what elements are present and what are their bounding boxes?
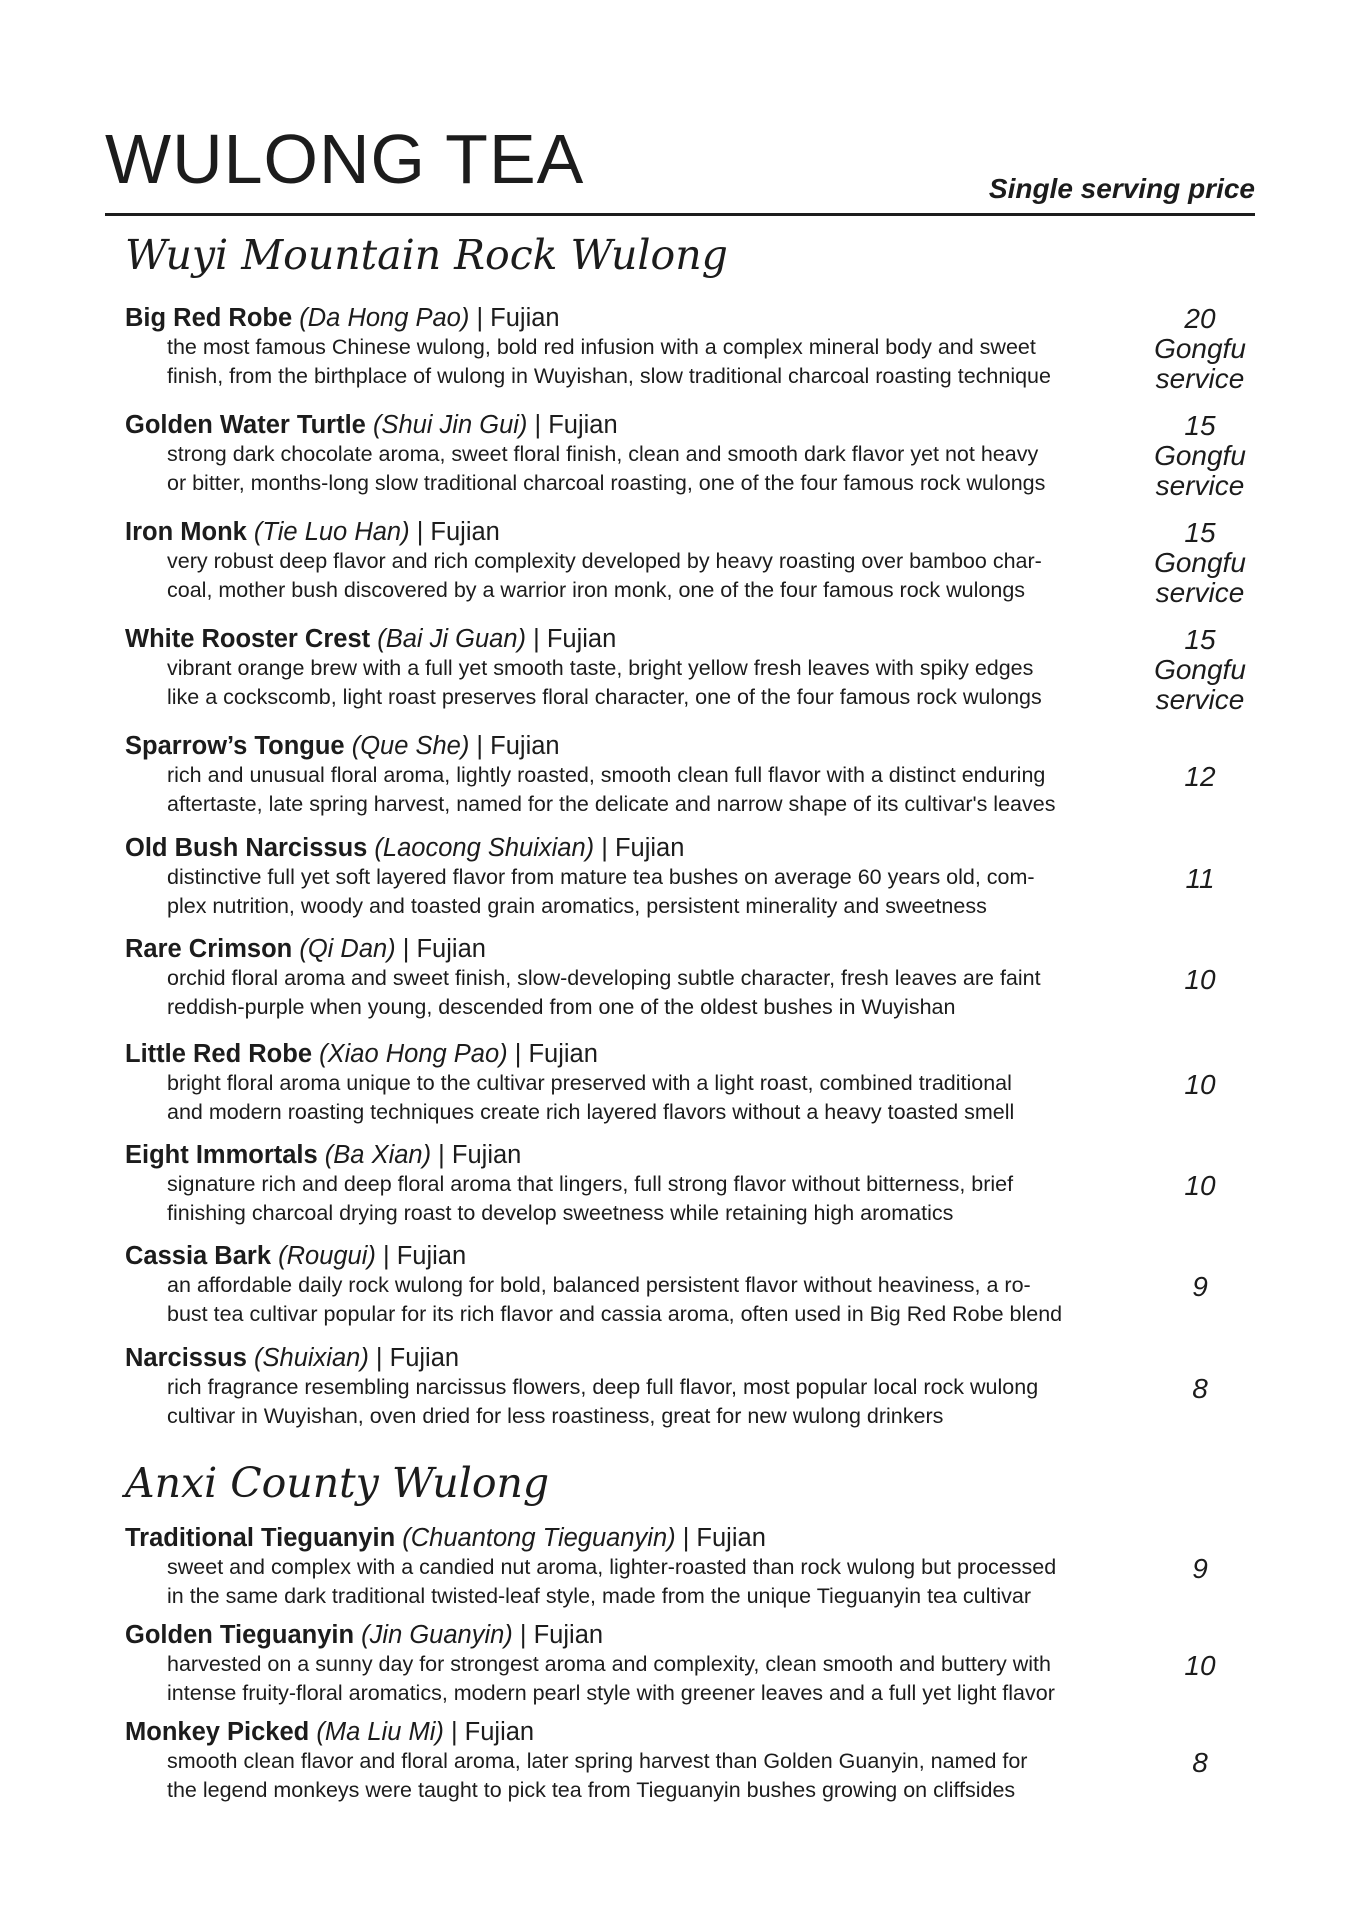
tea-region: Fujian [389,1344,460,1372]
menu-item-heading [125,1524,1255,1553]
tea-name: Iron Monk [125,518,247,546]
price-value: 15 [1184,624,1216,655]
tea-region: Fujian [430,518,500,546]
menu-item-heading [125,935,1255,964]
tea-description-line: intense fruity-floral aromatics, modern pearl style with greener leaves and a full yet light flavor [167,1681,1055,1705]
price-value: 9 [1192,1271,1208,1302]
tea-region: Fujian [464,1718,535,1746]
price-service-note: service [1155,684,1245,715]
menu-item-heading [125,1718,1255,1747]
tea-description-line: very robust deep flavor and rich complexity developed by heavy roasting over bamboo char- [167,549,1042,573]
price-column-note: Single serving price [988,173,1255,204]
tea-chinese-name: (Tie Luo Han) [253,518,410,546]
menu-item-heading [125,732,1255,761]
tea-chinese-name: (Shuixian) [254,1344,369,1372]
tea-chinese-name: (Shui Jin Gui) [372,411,528,439]
separator: | [368,1344,390,1372]
menu-item-heading [125,1621,1255,1650]
tea-price [1145,1070,1255,1100]
tea-region: Fujian [490,732,560,760]
tea-price [1145,1748,1255,1778]
menu-item [125,1242,1255,1329]
tea-description-line: smooth clean flavor and floral aroma, later spring harvest than Golden Guanyin, named for [167,1749,1028,1773]
price-value: 8 [1192,1373,1208,1404]
price-service-note: Gongfu [1154,333,1246,364]
page-title: WULONG TEA [105,120,585,198]
separator: | [512,1621,534,1649]
tea-name: Big Red Robe [125,304,293,332]
menu-item [125,624,1255,715]
separator: | [409,518,431,546]
menu-item [125,1524,1255,1611]
separator: | [507,1040,529,1068]
price-value: 15 [1184,410,1216,441]
menu-item-heading [125,518,1255,547]
tea-description-line: rich and unusual floral aroma, lightly roasted, smooth clean full flavor with a distinct enduring [167,763,1046,787]
menu-item-heading [125,625,1255,654]
price-value: 9 [1192,1553,1208,1584]
tea-price [1145,1272,1255,1302]
tea-name: Sparrow’s Tongue [125,732,345,760]
tea-price [1145,1651,1255,1681]
tea-chinese-name: (Bai Ji Guan) [377,625,527,653]
tea-description-line: orchid floral aroma and sweet finish, slow-developing subtle character, fresh leaves are faint [167,966,1041,990]
tea-description-line: vibrant orange brew with a full yet smooth taste, bright yellow fresh leaves with spiky edges [167,656,1034,680]
separator: | [431,1141,452,1169]
price-value: 10 [1184,964,1216,995]
price-service-note: service [1155,363,1245,394]
menu-item [125,732,1255,819]
tea-name: Monkey Picked [125,1718,310,1746]
price-value: 10 [1184,1069,1216,1100]
tea-chinese-name: (Laocong Shuixian) [374,834,595,862]
price-value: 8 [1192,1747,1208,1778]
price-service-note: service [1155,470,1245,501]
price-service-note: Gongfu [1154,547,1246,578]
tea-description-line: the most famous Chinese wulong, bold red infusion with a complex mineral body and sweet [167,335,1036,359]
menu-item [125,1621,1255,1708]
menu-item-heading [125,1344,1255,1373]
menu-item-heading [125,304,1255,333]
tea-price [1145,625,1255,715]
tea-name: White Rooster Crest [125,625,371,653]
tea-chinese-name: (Que She) [351,732,470,760]
separator: | [527,411,549,439]
separator: | [375,1242,397,1270]
tea-description-line: finishing charcoal drying roast to develop sweetness while retaining high aromatics [167,1201,954,1225]
tea-price [1145,965,1255,995]
tea-description-line: harvested on a sunny day for strongest aroma and complexity, clean smooth and buttery with [167,1652,1051,1676]
tea-price [1145,304,1255,394]
tea-price [1145,411,1255,501]
price-service-note: Gongfu [1154,654,1246,685]
tea-price [1145,1374,1255,1404]
tea-description-line: signature rich and deep floral aroma that lingers, full strong flavor without bitterness, brief [167,1172,1014,1196]
section-title-anxi: Anxi County Wulong [125,1459,550,1507]
tea-description-line: strong dark chocolate aroma, sweet floral finish, clean and smooth dark flavor yet not heavy [167,442,1039,466]
tea-region: Fujian [451,1141,522,1169]
tea-chinese-name: (Ba Xian) [324,1141,432,1169]
price-value: 15 [1184,517,1216,548]
menu-item [125,935,1255,1022]
tea-description-line: the legend monkeys were taught to pick tea from Tieguanyin bushes growing on cliffsides [167,1778,1016,1802]
tea-description-line: or bitter, months-long slow traditional charcoal roasting, one of the four famous rock wulongs [167,471,1046,495]
menu-item [125,303,1255,394]
tea-name: Old Bush Narcissus [125,834,368,862]
separator: | [469,732,491,760]
tea-description-line: finish, from the birthplace of wulong in Wuyishan, slow traditional charcoal roasting technique [167,364,1051,388]
tea-chinese-name: (Xiao Hong Pao) [319,1040,508,1068]
separator: | [395,935,417,963]
menu-item-heading [125,1040,1255,1069]
tea-chinese-name: (Ma Liu Mi) [316,1718,444,1746]
tea-region: Fujian [696,1524,766,1552]
separator: | [526,625,547,653]
tea-price [1145,1554,1255,1584]
menu-item-heading [125,1242,1255,1271]
menu-item [125,1344,1255,1431]
tea-chinese-name: (Rougui) [278,1242,376,1270]
tea-description-line: sweet and complex with a candied nut aroma, lighter-roasted than rock wulong but processed [167,1555,1057,1579]
tea-chinese-name: (Da Hong Pao) [299,304,470,332]
tea-description-line: an affordable daily rock wulong for bold, balanced persistent flavor without heaviness, a ro- [167,1273,1031,1297]
menu-item [125,517,1255,608]
separator: | [443,1718,465,1746]
price-value: 11 [1185,863,1215,894]
tea-name: Traditional Tieguanyin [125,1524,396,1552]
menu-item [125,410,1255,501]
tea-region: Fujian [614,834,685,862]
tea-region: Fujian [490,304,560,332]
tea-price [1145,762,1255,792]
price-value: 20 [1184,303,1216,334]
price-value: 10 [1184,1170,1216,1201]
tea-description-line: distinctive full yet soft layered flavor from mature tea bushes on average 60 years old, com- [167,865,1035,889]
menu-page [105,0,1255,1920]
tea-name: Eight Immortals [125,1141,318,1169]
menu-header [105,118,1255,216]
tea-description-line: bust tea cultivar popular for its rich flavor and cassia aroma, often used in Big Red Robe blend [167,1302,1063,1326]
price-value: 10 [1184,1650,1216,1681]
tea-name: Golden Water Turtle [125,411,366,439]
menu-item-heading [125,834,1255,863]
tea-region: Fujian [416,935,486,963]
tea-region: Fujian [396,1242,467,1270]
price-service-note: service [1155,577,1245,608]
tea-chinese-name: (Jin Guanyin) [361,1621,513,1649]
tea-name: Golden Tieguanyin [125,1621,355,1649]
tea-description-line: plex nutrition, woody and toasted grain aromatics, persistent minerality and sweetness [167,894,987,918]
tea-region: Fujian [528,1040,598,1068]
tea-name: Little Red Robe [125,1040,313,1068]
menu-item [125,1718,1255,1805]
tea-name: Cassia Bark [125,1242,272,1270]
tea-name: Rare Crimson [125,935,293,963]
tea-description-line: aftertaste, late spring harvest, named for the delicate and narrow shape of its cultivar's leaves [167,792,1056,816]
tea-description-line: coal, mother bush discovered by a warrior iron monk, one of the four famous rock wulongs [167,578,1026,602]
menu-item [125,834,1255,921]
menu-item-heading [125,411,1255,440]
menu-item [125,1141,1255,1228]
tea-description-line: and modern roasting techniques create rich layered flavors without a heavy toasted smell [167,1100,1015,1124]
separator: | [675,1524,697,1552]
tea-description-line: in the same dark traditional twisted-leaf style, made from the unique Tieguanyin tea cultivar [167,1584,1032,1608]
tea-region: Fujian [548,411,618,439]
tea-description-line: cultivar in Wuyishan, oven dried for less roastiness, great for new wulong drinkers [167,1404,944,1428]
tea-price [1145,1171,1255,1201]
menu-item-heading [125,1141,1255,1170]
section-title-wuyi: Wuyi Mountain Rock Wulong [125,231,728,279]
tea-description-line: rich fragrance resembling narcissus flowers, deep full flavor, most popular local rock wulong [167,1375,1039,1399]
tea-chinese-name: (Chuantong Tieguanyin) [402,1524,676,1552]
tea-name: Narcissus [125,1344,247,1372]
tea-description-line: like a cockscomb, light roast preserves floral character, one of the four famous rock wulongs [167,685,1042,709]
tea-price [1145,864,1255,894]
menu-item [125,1040,1255,1127]
tea-description-line: reddish-purple when young, descended from one of the oldest bushes in Wuyishan [167,995,956,1019]
tea-price [1145,518,1255,608]
tea-chinese-name: (Qi Dan) [299,935,396,963]
separator: | [594,834,615,862]
price-value: 12 [1184,761,1216,792]
price-service-note: Gongfu [1154,440,1246,471]
tea-region: Fujian [546,625,617,653]
separator: | [469,304,491,332]
tea-description-line: bright floral aroma unique to the cultivar preserved with a light roast, combined traditional [167,1071,1012,1095]
tea-region: Fujian [533,1621,604,1649]
